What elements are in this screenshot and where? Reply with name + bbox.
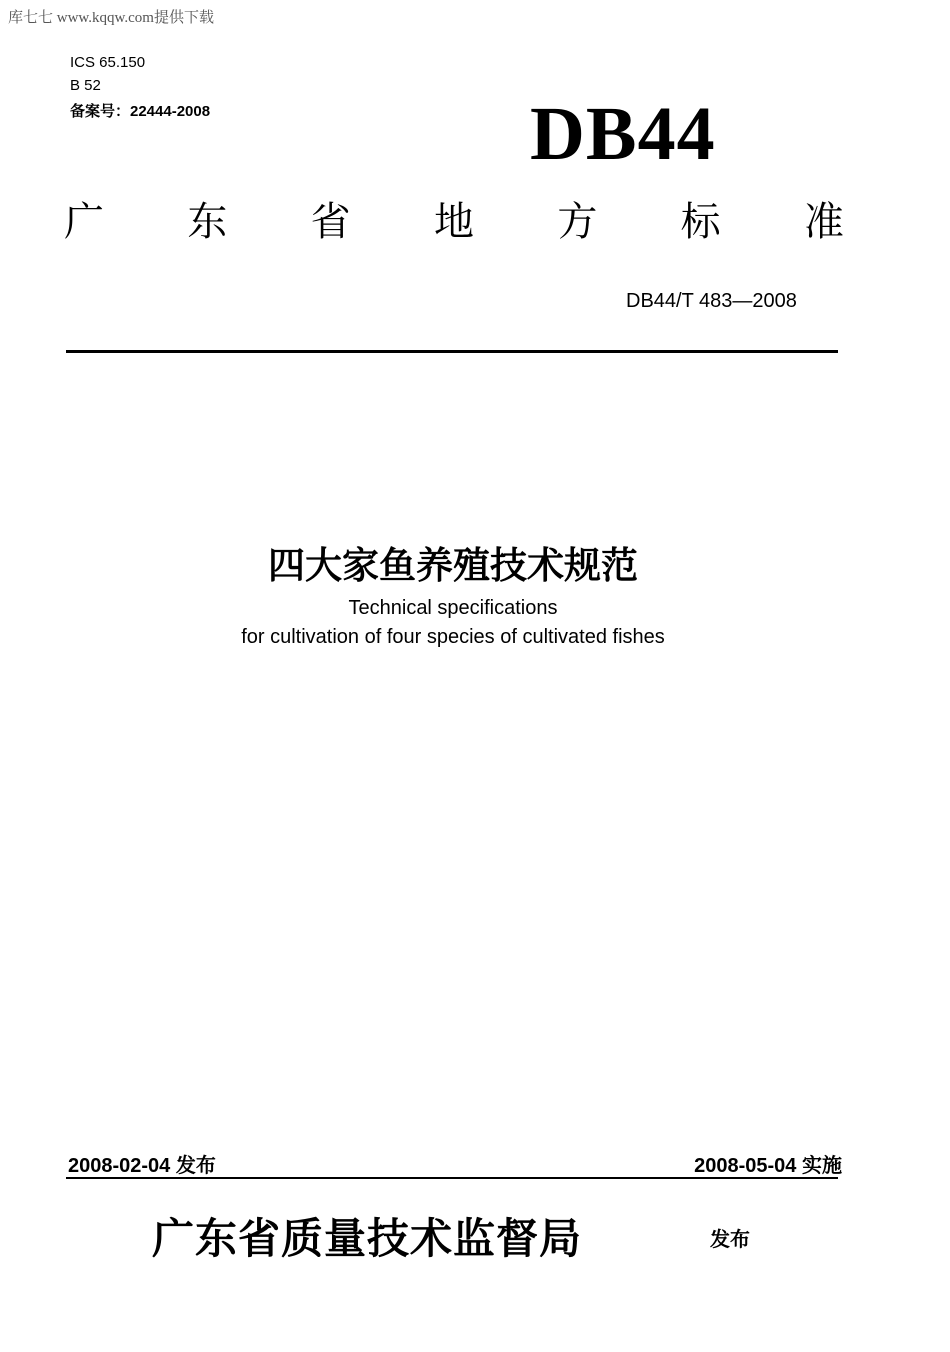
title-chinese: 四大家鱼养殖技术规范 — [268, 545, 638, 586]
issue-date: 2008-02-04 发布 — [68, 1155, 216, 1177]
db44-logo: DB44 — [530, 92, 716, 176]
category-char: 准 — [803, 200, 844, 244]
ics-code: ICS 65.150 — [70, 54, 146, 71]
category-char: 方 — [557, 200, 598, 244]
category-char: 广 — [64, 200, 104, 244]
title-english-line1: Technical specifications — [348, 597, 558, 619]
standard-number: DB44/T 483—2008 — [626, 290, 797, 312]
standard-category — [64, 202, 844, 242]
category-char: 东 — [187, 200, 228, 244]
top-divider — [66, 350, 838, 353]
watermark-text: 库七七 www.kqqw.com提供下载 — [8, 10, 214, 26]
publish-label: 发布 — [710, 1229, 750, 1251]
category-char: 标 — [680, 200, 721, 244]
record-number: 备案号：22444-2008 — [70, 103, 211, 120]
category-char: 省 — [310, 200, 351, 244]
category-char: 地 — [433, 200, 474, 244]
implementation-date: 2008-05-04 实施 — [694, 1155, 842, 1177]
title-english-line2: for cultivation of four species of cultivated fishes — [241, 626, 665, 648]
publisher-name: 广东省质量技术监督局 — [152, 1217, 583, 1263]
classification-code: B 52 — [70, 77, 101, 94]
bottom-divider — [66, 1177, 838, 1179]
